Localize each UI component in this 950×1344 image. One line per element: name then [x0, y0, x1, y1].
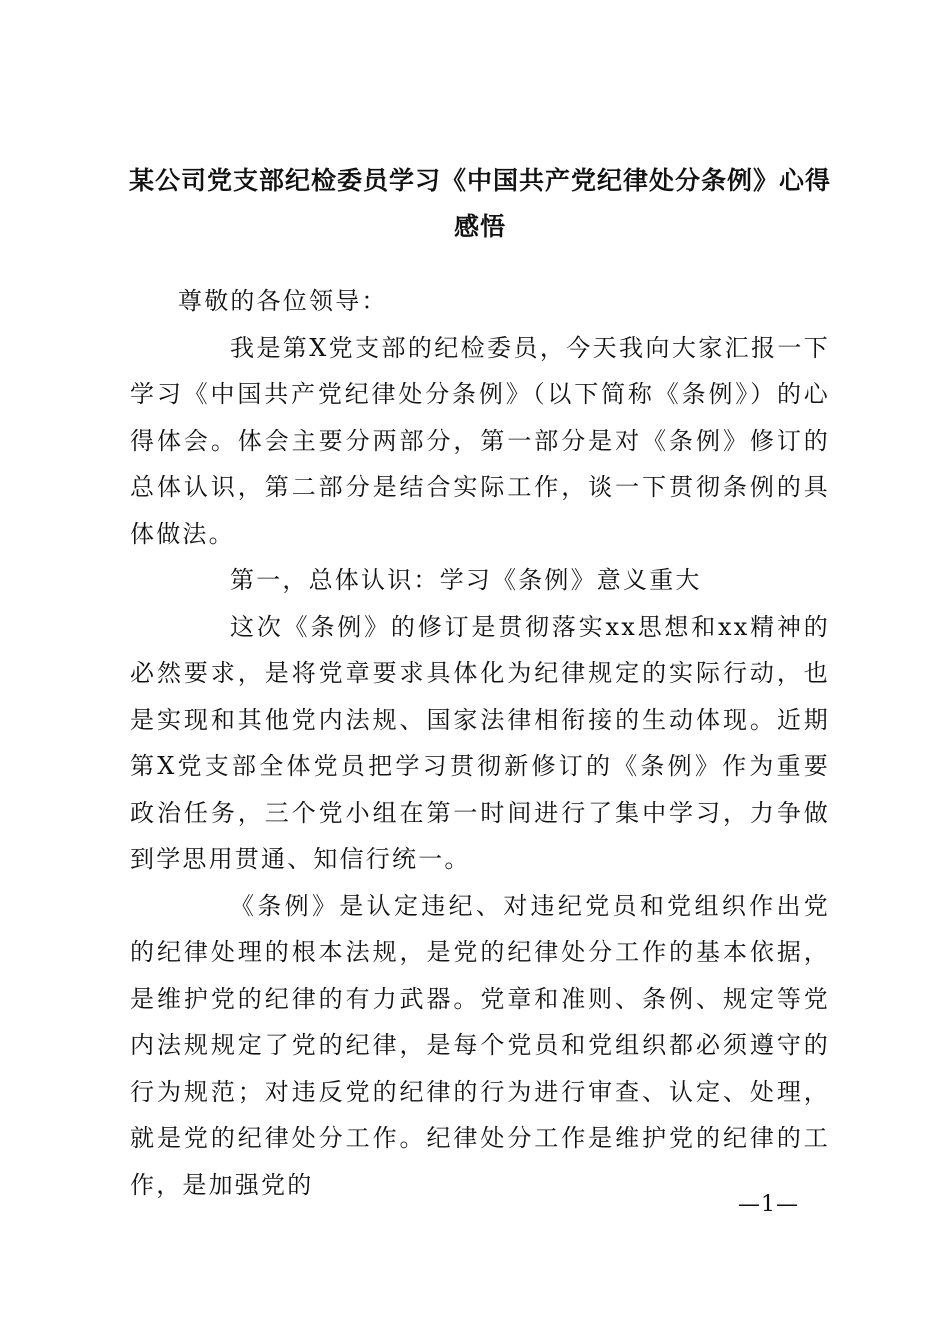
paragraph-revision: 这次《条例》的修订是贯彻落实xx思想和xx精神的必然要求，是将党章要求具体化为纪律规定的实际行动，也是实现和其他党内法规、国家法律相衔接的生动体现。近期第X党支部全体党员把学习贯彻新修订的《条例》作为重要政治任务，三个党小组在第一时间进行了集中学习，力争做到学思用贯通、知信行统一。: [130, 612, 830, 873]
salutation: 尊敬的各位领导：: [178, 287, 388, 315]
document-title: 某公司党支部纪检委员学习《中国共产党纪律处分条例》心得感悟: [128, 166, 831, 241]
page-number: —1—: [738, 1192, 799, 1217]
section-heading: 第一，总体认识：学习《条例》意义重大: [230, 566, 702, 594]
paragraph-intro: 我是第X党支部的纪检委员，今天我向大家汇报一下学习《中国共产党纪律处分条例》（以下简称《条例》）的心得体会。体会主要分两部分，第一部分是对《条例》修订的总体认识，第二部分是结合实际工作，谈一下贯彻条例的具体做法。: [130, 333, 830, 548]
paragraph-regulation: 《条例》是认定违纪、对违纪党员和党组织作出党的纪律处理的根本法规，是党的纪律处分工作的基本依据，是维护党的纪律的有力武器。党章和准则、条例、规定等党内法规规定了党的纪律，是每个党员和党组织都必须遵守的行为规范；对违反党的纪律的行为进行审查、认定、处理，就是党的纪律处分工作。纪律处分工作是维护党的纪律的工作，是加强党的: [130, 891, 830, 1199]
document-body: [130, 278, 830, 1208]
